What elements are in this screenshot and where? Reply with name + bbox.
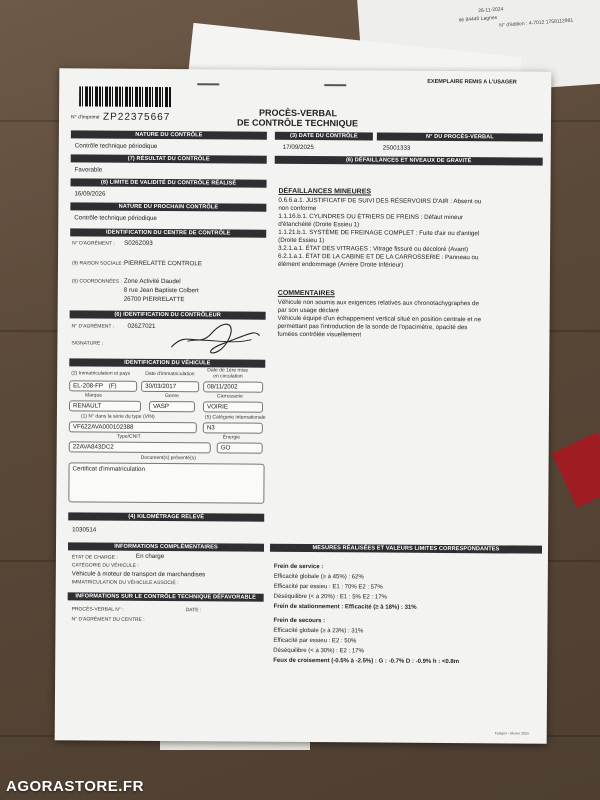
comment-line: fumées contrôlée visuellement: [277, 330, 362, 339]
date-1ere-box: 08/11/2002: [203, 381, 263, 392]
red-object: [552, 432, 600, 508]
comment-line: Véhicule équipé d'un échappement vertical situé en position centrale et ne: [277, 314, 482, 324]
feux-croisement-line: Feux de croisement (-0.5% à -2.5%) : G : -0.7% D : -0.9% h : <0.8m: [273, 657, 460, 666]
controleur-header: (6) IDENTIFICATION DU CONTRÔLEUR: [70, 310, 266, 319]
date-controle-header: (3) DATE DU CONTRÔLE: [275, 132, 373, 141]
date-1ere-label1: Date de 1ère mise: [207, 367, 249, 374]
defaillance-line: 1.1.16.b.1. CYLINDRES OU ÉTRIERS DE FREINS : Défaut mineur: [278, 212, 463, 222]
resultat-value: Favorable: [74, 166, 103, 174]
immat-label: (2) Immatriculation et pays: [71, 370, 131, 377]
title-line2: DE CONTRÔLE TECHNIQUE: [236, 117, 359, 129]
decor-dash: [197, 83, 219, 85]
resultat-header: (7) RÉSULTAT DU CONTRÔLE: [71, 154, 267, 163]
mineures-title: DÉFAILLANCES MINEURES: [278, 187, 372, 196]
centre-raison-label: (9) RAISON SOCIALE :: [71, 260, 125, 267]
categorie-label: (5) Catégorie internationale: [204, 414, 266, 421]
carrosserie-label: Carrosserie: [217, 393, 243, 400]
imprime-number: ZP22375667: [102, 111, 171, 124]
comment-line: Véhicule non soumis aux exigences relatives aux chronotachygraphes de: [277, 298, 479, 308]
title-line1: PROCÈS-VERBAL: [259, 107, 338, 119]
barcode: [79, 86, 171, 107]
defaillance-line: élément endommagé (Arrière Droite Inférieur): [277, 260, 404, 269]
mesures-header: MESURES RÉALISÉES ET VALEURS LIMITES CORRESPONDANTES: [270, 544, 542, 554]
bg-paper-date: 26-11-2024: [478, 6, 504, 15]
validite-value: 16/09/2026: [74, 190, 106, 198]
immat-associe-label: IMMATRICULATION DU VÉHICULE ASSOCIÉ :: [71, 579, 179, 587]
controleur-agrement-value: 026Z7021: [127, 322, 156, 330]
commentaires-title: COMMENTAIRES: [277, 289, 335, 298]
vin-label: (1) N° dans la série du type (VIN): [80, 413, 155, 420]
comment-line: permettant pas l'introduction de la sonde de l'opacimètre, opacité des: [277, 322, 468, 332]
defaillance-line: 1.1.21.b.1. SYSTÈME DE FREINAGE COMPLET : Fuite d'air ou d'antigel: [278, 228, 480, 238]
vin-box: VF622AVA000102388: [69, 421, 197, 433]
centre-agrement-label: N° D'AGRÉMENT :: [72, 240, 115, 247]
prochain-value: Contrôle technique périodique: [74, 214, 157, 222]
vehicule-header: IDENTIFICATION DU VÉHICULE: [69, 358, 265, 367]
frein-secours-title: Frein de secours :: [273, 617, 326, 625]
defaillance-line: 3.2.1.a.1. ÉTAT DES VITRAGES : Vitrage fissuré ou décoloré (Avant): [278, 244, 469, 254]
immat-value: EL-208-FP: [73, 382, 103, 390]
km-header: (4) KILOMÉTRAGE RELEVÉ: [68, 512, 264, 521]
date-1ere-label2: en circulation: [213, 373, 243, 380]
centre-agrement-value: S026Z093: [124, 239, 153, 247]
docs-label: Document(s) présenté(s): [140, 454, 196, 462]
defaillance-line: non conforme: [278, 204, 317, 213]
defaillances-header: (6) DÉFAILLANCES ET NIVEAUX DE GRAVITÉ: [275, 156, 543, 166]
frein-secours-line: Déséquilibre (< à 30%) : E2 : 17%: [273, 647, 364, 655]
centre-header: IDENTIFICATION DU CENTRE DE CONTRÔLE: [70, 228, 266, 237]
energie-label: Énergie: [222, 434, 241, 441]
frein-secours-line: Efficacité par essieu : E2 : 50%: [273, 637, 357, 645]
defav-centre-label: N° D'AGRÉMENT DU CENTRE :: [71, 616, 145, 623]
centre-coord-line1: Zone Activité Daudel: [123, 277, 181, 286]
imprime-label: N° d'imprimé: [70, 114, 100, 121]
categorie-vehicule-label: CATÉGORIE DU VÉHICULE :: [71, 562, 139, 569]
frein-service-line: Efficacité globale (≥ à 45%) : 62%: [273, 573, 364, 581]
bg-paper-edition: N° d'édition : 4-7012 1758112981: [499, 17, 574, 29]
defav-date-label: DATE :: [185, 607, 202, 614]
marque-label: Marque: [85, 392, 103, 399]
date-immat-label: Date d'immatriculation: [145, 370, 195, 378]
energie-box: GO: [217, 442, 263, 453]
proces-verbal-document: [55, 68, 552, 743]
categorie-vehicule-value: Véhicule à moteur de transport de marchandises: [71, 570, 206, 579]
date-controle-value: 17/09/2025: [282, 143, 314, 152]
marque-box: RENAULT: [69, 400, 141, 412]
etat-label: ÉTAT DE CHARGE :: [71, 554, 118, 561]
signature-scribble: [167, 319, 263, 356]
frein-service-line: Efficacité par essieu : E1 : 70% E2 : 57%: [273, 583, 383, 591]
centre-raison-value: PIERRELATTE CONTROLE: [123, 259, 202, 268]
categorie-box: N3: [203, 422, 263, 433]
carrosserie-box: VOIRIE: [203, 401, 263, 412]
signature-label: SIGNATURE :: [71, 340, 104, 347]
defaillance-line: (Droite Essieu 1): [278, 236, 325, 245]
form-reference: Fusigon - février 2024: [494, 731, 529, 736]
centre-coord-line3: 26700 PIERRELATTE: [123, 295, 185, 304]
km-value: 1030514: [72, 526, 97, 534]
infos-header: INFORMATIONS COMPLÉMENTAIRES: [68, 542, 264, 551]
prochain-header: NATURE DU PROCHAIN CONTRÔLE: [70, 202, 266, 211]
etat-value: En charge: [135, 552, 165, 561]
frein-secours-line: Efficacité globale (≥ à 23%) : 31%: [273, 627, 364, 635]
comment-line: par son usage déclaré: [277, 306, 339, 315]
immat-box: [69, 380, 137, 391]
validite-header: (8) LIMITE DE VALIDITÉ DU CONTRÔLE RÉALISÉ: [71, 178, 267, 187]
frein-service-line: Déséquilibre (< à 20%) : E1 : 5% E2 : 17%: [273, 593, 387, 601]
nature-value: Contrôle technique périodique: [74, 142, 158, 150]
defaillance-line: 0.6.6.a.1. JUSTIFICATIF DE SUIVI DES RÉSERVOIRS D'AIR : Absent ou: [278, 196, 482, 206]
frein-service-title: Frein de service :: [273, 563, 324, 571]
genre-box: VASP: [149, 401, 195, 412]
type-box: 22AVA843DC2: [69, 441, 211, 453]
pays-value: (F): [108, 382, 117, 390]
nature-header: NATURE DU CONTRÔLE: [71, 130, 267, 139]
num-pv-header: N° DU PROCÈS-VERBAL: [377, 133, 543, 142]
defavorable-header: INFORMATIONS SUR LE CONTRÔLE TECHNIQUE DÉFAVORABLE: [68, 592, 264, 601]
type-label: Type/CNIT: [116, 433, 141, 440]
frein-stationnement-line: Frein de stationnement : Efficacité (≥ à 18%) : 31%: [273, 603, 417, 611]
controleur-agrement-label: N° D'AGRÉMENT :: [71, 323, 115, 330]
decor-dash: [324, 84, 346, 86]
bg-paper-city: ité 84440 Lagnes: [458, 14, 498, 24]
num-pv-value: 25001333: [382, 144, 411, 152]
centre-coord-label: (5) COORDONNÉES :: [71, 278, 122, 285]
genre-label: Genre: [165, 393, 179, 400]
centre-coord-line2: 8 rue Jean Baptiste Colbert: [123, 286, 199, 295]
date-immat-box: 30/03/2017: [141, 381, 199, 392]
defav-pv-label: PROCÈS-VERBAL N° :: [71, 606, 124, 613]
watermark-text: AGORASTORE.FR: [6, 778, 144, 795]
defaillance-line: d'étanchéité (Droite Essieu 1): [278, 220, 360, 229]
copy-label: EXEMPLAIRE REMIS A L'USAGER: [427, 78, 517, 86]
defaillance-line: 6.2.1.a.1. ÉTAT DE LA CABINE ET DE LA CARROSSERIE : Panneau ou: [278, 252, 479, 262]
docs-box: Certificat d'immatriculation: [68, 462, 264, 503]
